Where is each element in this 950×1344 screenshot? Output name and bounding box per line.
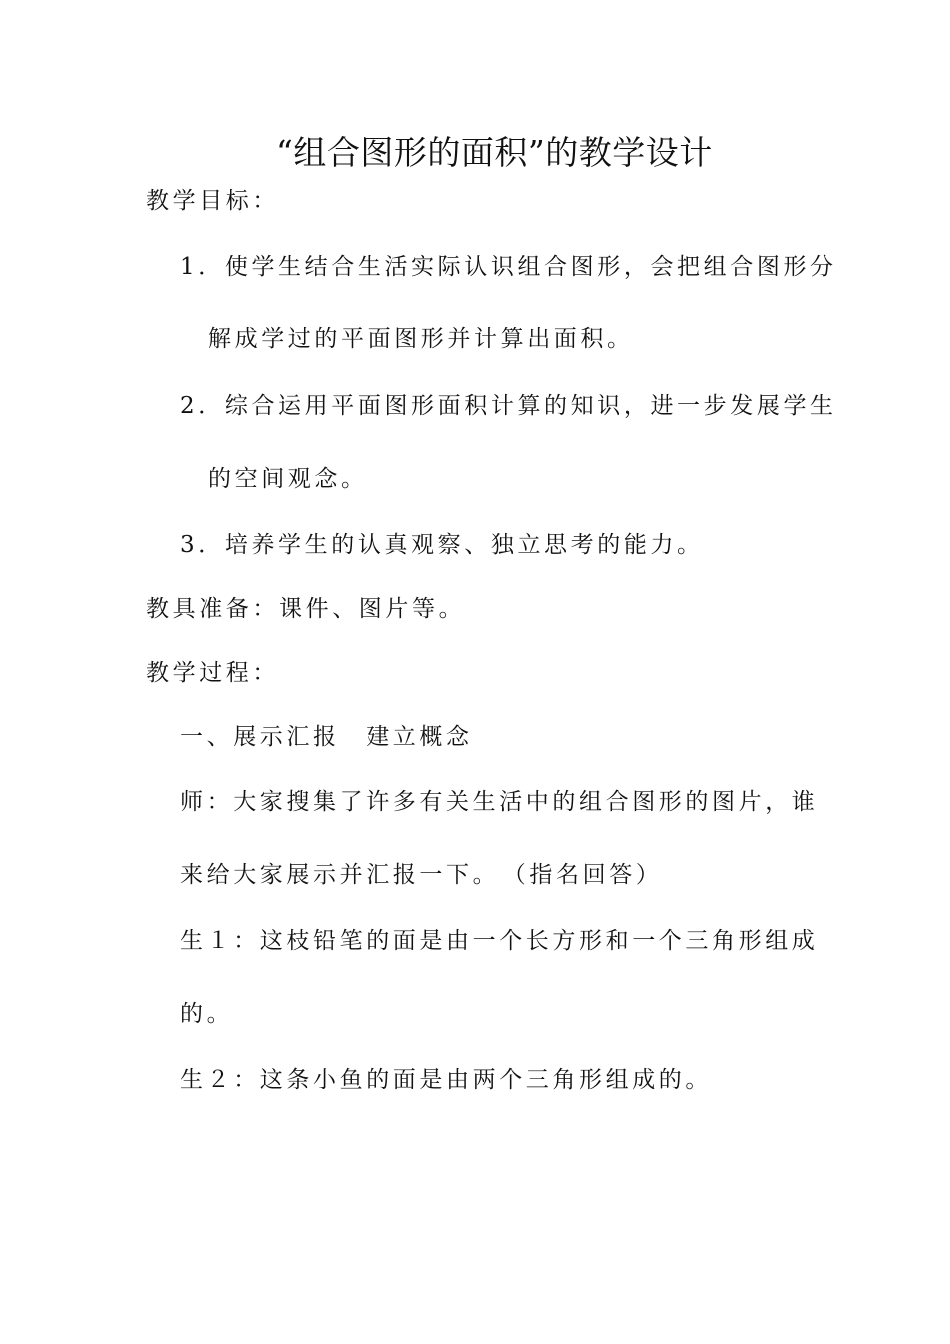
teacher-line-1: 师：大家搜集了许多有关生活中的组合图形的图片，谁 (180, 789, 819, 815)
objective-2-text: 综合运用平面图形面积计算的知识，进一步发展学生 (224, 393, 837, 419)
objective-1-line-1 (180, 252, 837, 282)
section-1-heading: 一、展示汇报 建立概念 (180, 724, 473, 750)
objective-3-number: 3． (180, 532, 225, 558)
student-2-line-1: 生２：这条小鱼的面是由两个三角形组成的。 (180, 1067, 712, 1093)
document-title: “组合图形的面积”的教学设计 (276, 133, 713, 172)
objective-3-line-1 (180, 530, 704, 560)
objective-2-line-1 (180, 391, 837, 421)
teacher-line-2: 来给大家展示并汇报一下。 （指名回答） (180, 862, 663, 888)
process-heading: 教学过程： (146, 660, 279, 686)
objective-1-text: 使学生结合生活实际认识组合图形，会把组合图形分 (224, 254, 837, 280)
student-1-line-1: 生１：这枝铅笔的面是由一个长方形和一个三角形组成 (180, 928, 819, 954)
objective-1-line-2: 解成学过的平面图形并计算出面积。 (208, 326, 634, 352)
objective-1-number: 1． (180, 254, 225, 280)
objective-2-number: 2． (180, 393, 225, 419)
objective-3-text: 培养学生的认真观察、独立思考的能力。 (224, 532, 704, 558)
materials-line: 教具准备：课件、图片等。 (146, 596, 466, 622)
objective-2-line-2: 的空间观念。 (208, 466, 368, 492)
student-1-line-2: 的。 (180, 1001, 234, 1027)
objectives-heading: 教学目标： (146, 188, 279, 214)
